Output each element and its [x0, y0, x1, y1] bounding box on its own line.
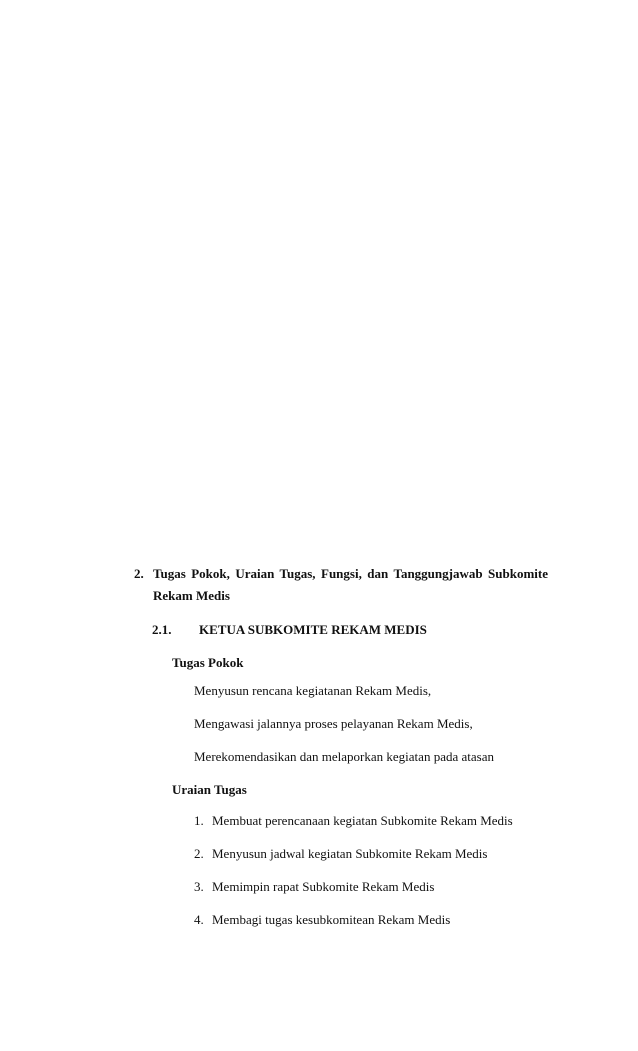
item-number: 2. [194, 846, 204, 861]
tugas-pokok-item: Mengawasi jalannya proses pelayanan Rekam Medis, [194, 716, 473, 731]
item-number: 1. [194, 813, 204, 828]
tugas-pokok-heading: Tugas Pokok [172, 655, 244, 670]
uraian-tugas-item [194, 912, 450, 928]
tugas-pokok-item: Menyusun rencana kegiatanan Rekam Medis, [194, 683, 432, 698]
item-text: Membuat perencanaan kegiatan Subkomite Rekam Medis [212, 813, 513, 828]
subsection-number: 2.1. [152, 622, 172, 637]
uraian-tugas-item [194, 879, 434, 895]
item-text: Memimpin rapat Subkomite Rekam Medis [212, 879, 435, 894]
item-number: 3. [194, 879, 204, 894]
section-number: 2. [134, 566, 144, 581]
uraian-tugas-item [194, 813, 513, 829]
item-text: Membagi tugas kesubkomitean Rekam Medis [212, 912, 451, 927]
item-number: 4. [194, 912, 204, 927]
tugas-pokok-item: Merekomendasikan dan melaporkan kegiatan pada atasan [194, 749, 494, 764]
item-text: Menyusun jadwal kegiatan Subkomite Rekam Medis [212, 846, 488, 861]
uraian-tugas-heading: Uraian Tugas [172, 782, 247, 797]
uraian-tugas-item [194, 846, 487, 862]
section-title-line2: Rekam Medis [153, 588, 230, 603]
section-title-line1: Tugas Pokok, Uraian Tugas, Fungsi, dan Tanggungjawab Subkomite [153, 566, 548, 581]
subsection-title: KETUA SUBKOMITE REKAM MEDIS [199, 622, 427, 637]
